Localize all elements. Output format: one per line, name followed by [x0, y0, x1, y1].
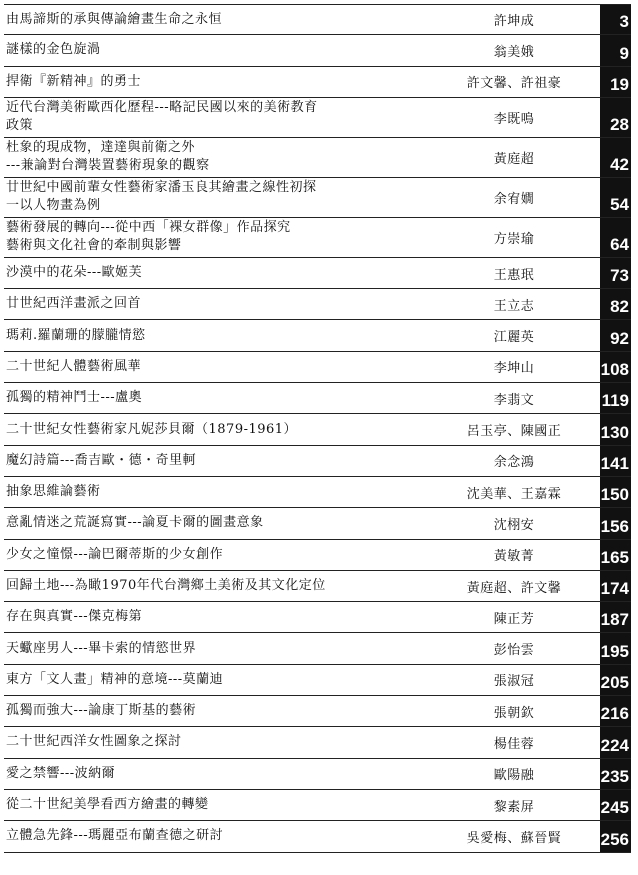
toc-title: 天蠍座男人---畢卡索的情慾世界 [6, 640, 197, 656]
toc-title: 二十世紀西洋女性圖象之探討 [6, 734, 182, 750]
toc-page-number: 187 [600, 602, 631, 632]
toc-title: 從二十世紀美學看西方繪畫的轉變 [6, 797, 209, 813]
toc-page-number: 119 [600, 383, 631, 413]
toc-author: 歐陽融 [493, 768, 535, 784]
toc-row[interactable] [4, 383, 631, 414]
toc-author: 張朝欽 [493, 705, 535, 721]
toc-title: 由馬諦斯的承與傳論繪畫生命之永恒 [6, 11, 223, 27]
toc-page-number: 19 [600, 67, 631, 97]
toc-row[interactable] [4, 446, 631, 477]
toc-author: 王惠珉 [493, 267, 535, 283]
toc-row[interactable] [4, 508, 631, 539]
toc-row[interactable] [4, 98, 631, 138]
toc-author: 黎素屏 [493, 799, 535, 815]
toc-author: 許文馨、許祖豪 [466, 76, 562, 92]
toc-page-number: 216 [600, 696, 631, 726]
toc-page-number: 130 [600, 414, 631, 444]
toc-author: 黃庭超、許文馨 [466, 580, 562, 596]
toc-author: 李既鳴 [493, 111, 535, 127]
toc-row[interactable] [4, 602, 631, 633]
toc-author: 彭怡雲 [493, 643, 535, 659]
toc-row[interactable] [4, 4, 631, 35]
toc-page-number: 82 [600, 289, 631, 319]
toc-title: 孤獨而強大---論康丁斯基的藝術 [6, 703, 197, 719]
toc-row[interactable] [4, 727, 631, 758]
toc-page-number: 9 [600, 35, 631, 65]
toc-author: 陳正芳 [493, 611, 535, 627]
toc-page-number: 245 [600, 790, 631, 820]
toc-page-number: 156 [600, 508, 631, 538]
toc-row[interactable] [4, 35, 631, 66]
toc-author: 許坤成 [493, 14, 535, 30]
toc-row[interactable] [4, 67, 631, 98]
toc-row[interactable] [4, 352, 631, 383]
toc-row[interactable] [4, 178, 631, 218]
toc-title: 捍衛『新精神』的勇士 [6, 73, 142, 89]
toc-author: 張淑冠 [493, 674, 535, 690]
toc-author: 楊佳蓉 [493, 736, 535, 752]
toc-author: 李坤山 [493, 361, 535, 377]
toc-row[interactable] [4, 320, 631, 351]
toc-title: 近代台灣美術歐西化歷程---略記民國以來的美術教育 政策 [6, 100, 318, 134]
toc-page-number: 42 [600, 138, 631, 177]
toc-author: 翁美娥 [493, 44, 535, 60]
toc-row[interactable] [4, 759, 631, 790]
toc-author: 沈美華、王嘉霖 [466, 486, 562, 502]
toc-author: 余宥嫺 [493, 191, 535, 207]
toc-title: 藝術發展的轉向---從中西「裸女群像」作品探究 藝術與文化社會的牽制與影響 [6, 220, 291, 254]
toc-author: 余念鴻 [493, 455, 535, 471]
toc-title: 瑪莉.羅蘭珊的朦朧情慾 [6, 327, 146, 343]
toc-row[interactable] [4, 138, 631, 178]
toc-title: 廿世紀中國前輩女性藝術家潘玉良其繪畫之線性初探 一以人物畫為例 [6, 180, 317, 214]
toc-title: 謎樣的金色旋渦 [6, 42, 101, 58]
toc-author: 江麗英 [493, 330, 535, 346]
toc-title: 沙漠中的花朵---歐姬芙 [6, 265, 143, 281]
toc-title: 魔幻詩篇---喬吉歐・德・奇里軻 [6, 452, 197, 468]
toc-author: 黃敏菁 [493, 549, 535, 565]
toc-row[interactable] [4, 821, 631, 852]
toc-title: 存在與真實---傑克梅第 [6, 609, 143, 625]
toc-page-number: 141 [600, 446, 631, 476]
toc-title: 抽象思維論藝術 [6, 484, 101, 500]
toc-title: 意亂情迷之荒誕寫實---論夏卡爾的圖畫意象 [6, 515, 264, 531]
toc-author: 王立志 [493, 298, 535, 314]
toc-title: 回歸土地---為瞰1970年代台灣鄉土美術及其文化定位 [6, 578, 326, 593]
toc-title: 孤獨的精神鬥士---盧奧 [6, 390, 143, 406]
toc-page-number: 3 [600, 5, 631, 34]
toc-title: 少女之憧憬---論巴爾蒂斯的少女創作 [6, 546, 224, 562]
toc-page-number: 150 [600, 477, 631, 507]
toc-row[interactable] [4, 571, 631, 602]
toc-page-number: 224 [600, 727, 631, 757]
toc-title: 愛之禁響---波納爾 [6, 765, 116, 781]
toc-page-number: 73 [600, 258, 631, 288]
toc-page-number: 165 [600, 540, 631, 570]
toc-row[interactable] [4, 258, 631, 289]
toc-page-number: 195 [600, 633, 631, 663]
toc-title: 東方「文人畫」精神的意境---莫蘭迪 [6, 671, 224, 687]
toc-page-number: 108 [600, 352, 631, 382]
toc-page-number: 205 [600, 665, 631, 695]
toc-row[interactable] [4, 414, 631, 445]
toc-author: 吳愛梅、蘇晉賢 [466, 830, 562, 846]
toc-row[interactable] [4, 696, 631, 727]
toc-row[interactable] [4, 665, 631, 696]
toc-title: 二十世紀女性藝術家凡妮莎貝爾（1879-1961） [6, 421, 298, 437]
toc-page-number: 174 [600, 571, 631, 601]
toc-title: 二十世紀人體藝術風華 [6, 358, 142, 374]
toc-page-number: 28 [600, 98, 631, 137]
toc-page-number: 54 [600, 178, 631, 217]
toc-title: 立體急先鋒---瑪麗亞布蘭查德之研討 [6, 828, 224, 844]
toc-row[interactable] [4, 633, 631, 664]
toc-row[interactable] [4, 790, 631, 821]
toc-author: 呂玉亭、陳國正 [466, 424, 562, 440]
toc-author: 李翡文 [493, 392, 535, 408]
toc-title: 杜象的現成物，達達與前衛之外 ---兼論對台灣裝置藝術現象的觀察 [6, 140, 210, 174]
toc-row[interactable] [4, 289, 631, 320]
toc-page-number: 235 [600, 759, 631, 789]
toc-author: 沈栩安 [493, 517, 535, 533]
toc-row[interactable] [4, 218, 631, 258]
toc-page-number: 64 [600, 218, 631, 257]
toc-page-number: 92 [600, 320, 631, 350]
toc-title: 廿世紀西洋畫派之回首 [6, 296, 142, 312]
table-of-contents [4, 4, 631, 868]
toc-author: 方崇瑜 [493, 231, 535, 247]
toc-row[interactable] [4, 540, 631, 571]
toc-page-number: 256 [600, 821, 631, 851]
toc-row[interactable] [4, 477, 631, 508]
toc-author: 黃庭超 [493, 151, 535, 167]
